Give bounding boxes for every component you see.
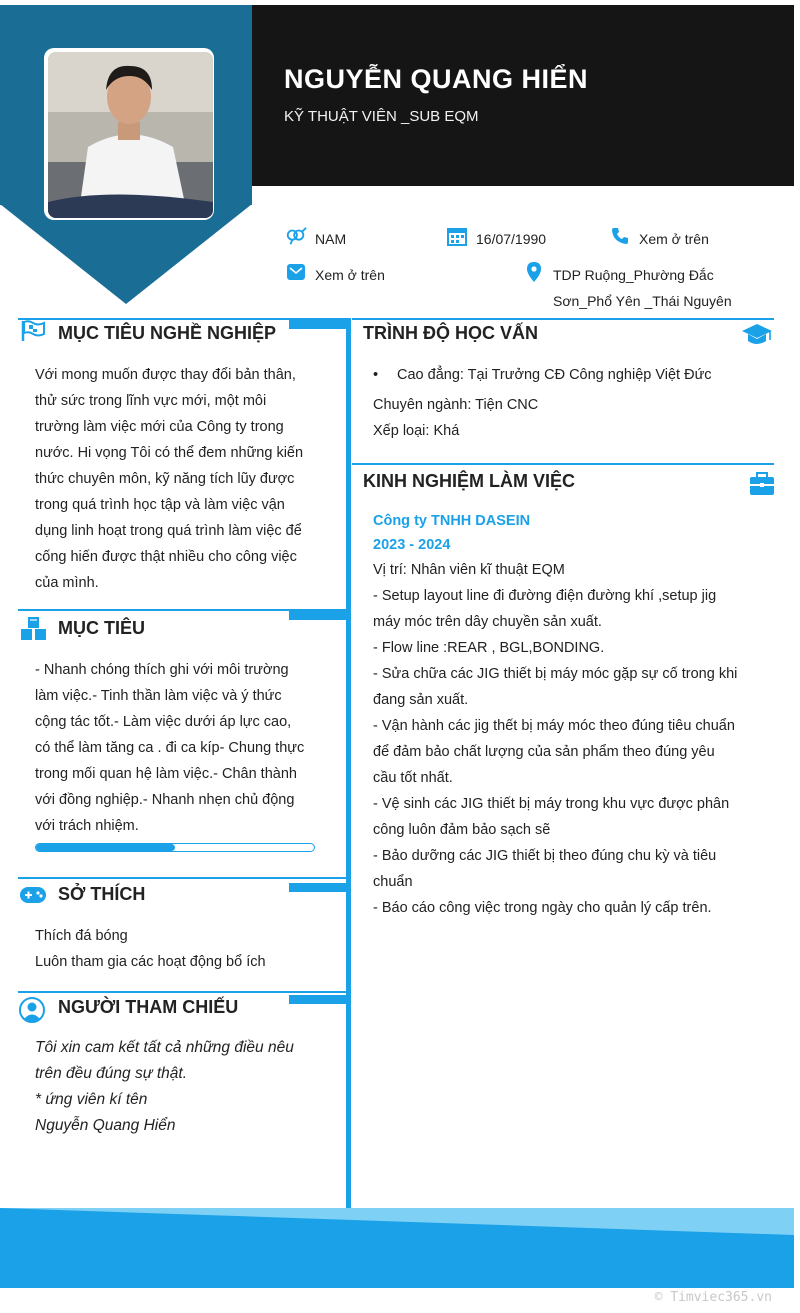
- experience-period: 2023 - 2024: [373, 537, 451, 553]
- section-divider: [18, 991, 348, 993]
- section-title-education: TRÌNH ĐỘ HỌC VẤN: [363, 323, 538, 343]
- watermark-credit: © Timviec365.vn: [654, 1290, 772, 1305]
- list-item: Thích đá bóng: [35, 928, 128, 944]
- info-birthdate: [446, 226, 546, 252]
- text-line: công luôn đảm bảo sạch sẽ: [373, 822, 551, 838]
- text-line: Nguyễn Quang Hiển: [35, 1117, 176, 1134]
- phone-value: Xem ở trên: [639, 231, 709, 247]
- text-line: - Vệ sinh các JIG thiết bị máy trong khu vực được phân: [373, 796, 730, 812]
- section-divider: [352, 318, 774, 320]
- text-line: trong mối quan hệ làm việc.- Chân thành: [35, 766, 297, 782]
- text-line: - Báo cáo công việc trong ngày cho quản lý cấp trên.: [373, 900, 712, 916]
- info-address: [523, 262, 732, 314]
- address-line-2: Sơn_Phổ Yên _Thái Nguyên: [553, 293, 732, 309]
- address-line-1: TDP Ruộng_Phường Đắc: [553, 267, 714, 283]
- text-line: - Vận hành các jig thết bị máy móc theo đúng tiêu chuẩn: [373, 718, 735, 734]
- email-icon: [285, 262, 307, 282]
- goal-text: [35, 657, 314, 839]
- address-value: [553, 262, 732, 314]
- info-email: [285, 262, 385, 288]
- phone-icon: [609, 226, 631, 246]
- text-line: - Sửa chữa các JIG thiết bị máy móc gặp sự cố trong khi: [373, 666, 738, 682]
- section-title-hobbies: SỞ THÍCH: [58, 884, 146, 904]
- user-icon: [19, 995, 45, 1030]
- candidate-name: NGUYỄN QUANG HIỂN: [284, 64, 589, 94]
- text-line: cộng tác tốt.- Làm việc dưới áp lực cao,: [35, 714, 292, 730]
- education-details: [373, 362, 773, 444]
- text-line: cống hiến được thật nhiều cho công việc: [35, 549, 297, 565]
- text-line: dụng linh hoạt trong quá trình làm việc để: [35, 523, 302, 539]
- text-line: nước. Hi vọng Tôi có thể đem những kiến: [35, 445, 304, 461]
- progress-fill: [36, 844, 175, 851]
- section-accent-bar: [289, 320, 347, 329]
- section-accent-bar: [289, 611, 347, 620]
- section-title-goal: MỤC TIÊU: [58, 618, 145, 638]
- bullet: •: [373, 367, 379, 383]
- section-accent-bar: [289, 883, 347, 892]
- experience-details: [373, 509, 749, 921]
- avatar: [48, 52, 213, 218]
- gender-value: NAM: [315, 231, 347, 247]
- text-line: có thể làm tăng ca . đi ca kíp- Chung thực: [35, 740, 305, 756]
- text-line: làm việc.- Tinh thần làm việc và ý thức: [35, 688, 282, 704]
- text-line: chuẩn: [373, 874, 413, 890]
- education-major: Chuyên ngành: Tiện CNC: [373, 397, 539, 413]
- gender-icon: [285, 226, 307, 246]
- text-line: Vị trí: Nhân viên kĩ thuật EQM: [373, 562, 565, 578]
- text-line: Với mong muốn được thay đổi bản thân,: [35, 367, 296, 383]
- text-line: với trách nhiệm.: [35, 818, 139, 834]
- experience-company: Công ty TNHH DASEIN: [373, 513, 531, 529]
- education-grade: Xếp loại: Khá: [373, 423, 460, 439]
- cubes-icon: [20, 616, 48, 647]
- career-goal-text: [35, 362, 314, 596]
- text-line: - Setup layout line đi đường điện đường khí ,setup jig: [373, 588, 717, 604]
- text-line: thử sức trong lĩnh vực mới, một môi: [35, 393, 267, 409]
- list-item: Luôn tham gia các hoạt động bổ ích: [35, 954, 266, 970]
- references-text: [35, 1035, 335, 1139]
- text-line: trường làm việc mới của Công ty trong: [35, 419, 284, 435]
- graduation-cap-icon: [741, 322, 773, 353]
- section-divider: [352, 463, 774, 465]
- text-line: Tôi xin cam kết tất cả những điều nêu: [35, 1039, 294, 1056]
- text-line: - Flow line :REAR , BGL,BONDING.: [373, 640, 605, 656]
- text-line: trong quá trình học tập và làm việc vận: [35, 497, 285, 513]
- candidate-job-title: KỸ THUẬT VIÊN _SUB EQM: [284, 108, 479, 125]
- email-value: Xem ở trên: [315, 267, 385, 283]
- text-line: đang sản xuất.: [373, 692, 469, 708]
- text-line: máy móc trên dây chuyền sản xuất.: [373, 614, 602, 630]
- info-phone: [609, 226, 709, 252]
- hobbies-list: [35, 923, 314, 975]
- skill-progress-bar: [35, 843, 315, 852]
- education-school: • Cao đẳng: Tại Trưởng CĐ Công nghiệp Việt Đức: [373, 362, 773, 388]
- briefcase-icon: [749, 472, 775, 501]
- text-line: thức chuyên môn, kỹ năng tích lũy được: [35, 471, 295, 487]
- column-divider: [346, 318, 351, 1222]
- section-title-career-goal: MỤC TIÊU NGHỀ NGHIỆP: [58, 323, 277, 343]
- birthdate-value: 16/07/1990: [476, 231, 547, 247]
- section-accent-bar: [289, 995, 347, 1004]
- text-line: của mình.: [35, 575, 99, 591]
- text-line: - Nhanh chóng thích ghi với môi trường: [35, 662, 289, 678]
- calendar-icon: [446, 226, 468, 246]
- text-line: để đảm bảo chất lượng của sản phẩm theo đúng yêu: [373, 744, 715, 760]
- section-divider: [18, 877, 348, 879]
- section-title-experience: KINH NGHIỆM LÀM VIỆC: [363, 471, 576, 491]
- text-line: cầu tốt nhất.: [373, 770, 453, 786]
- flag-icon: [20, 320, 46, 347]
- location-icon: [523, 262, 545, 282]
- text-line: * ứng viên kí tên: [35, 1091, 148, 1108]
- header-banner: [252, 5, 794, 186]
- text-line: trên đều đúng sự thật.: [35, 1065, 188, 1082]
- info-gender: [285, 226, 346, 252]
- gamepad-icon: [19, 885, 47, 910]
- text-line: - Bảo dưỡng các JIG thiết bị theo đúng chu kỳ và tiêu: [373, 848, 717, 864]
- text-line: với đồng nghiệp.- Nhanh nhẹn chủ động: [35, 792, 295, 808]
- section-title-references: NGƯỜI THAM CHIẾU: [58, 997, 239, 1017]
